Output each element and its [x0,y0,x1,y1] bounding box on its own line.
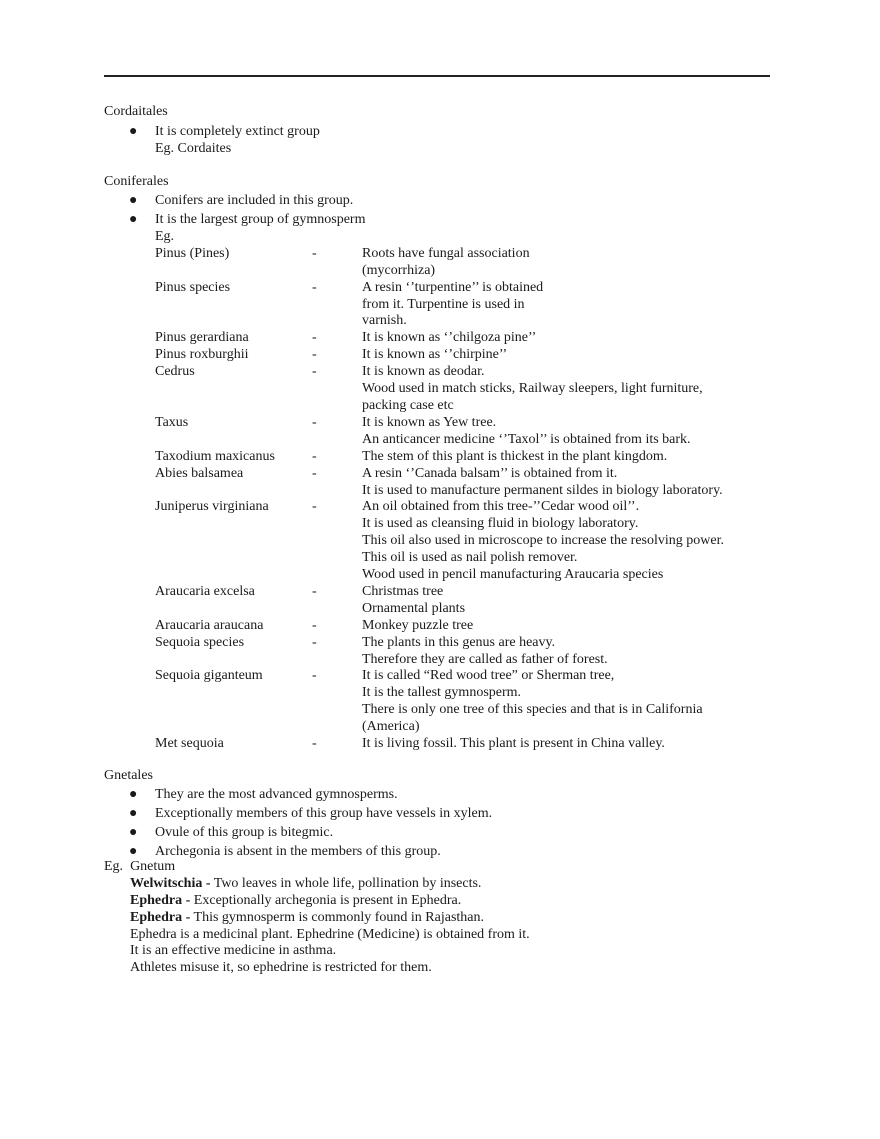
species-name [104,685,312,702]
table-row [104,466,724,483]
table-row [104,652,724,669]
note-line: It is an effective medicine in asthma. [130,943,337,959]
dash-separator: - [312,347,317,363]
species-name: Araucaria excelsa [155,583,255,599]
section-heading: Cordaitales [104,104,168,119]
species-description: Wood used in pencil manufacturing Araucaria species [362,567,664,583]
table-row [104,635,724,652]
table-row [104,567,724,584]
table-row [104,313,724,330]
dash-separator [312,313,362,330]
species-name [104,313,312,330]
dash-separator: - [312,414,317,430]
species-name: Pinus gerardiana [155,330,249,346]
note-line: Ephedra is a medicinal plant. Ephedrine (Medicine) is obtained from it. [130,926,530,942]
species-name [104,516,312,533]
species-description: It is living fossil. This plant is present in China valley. [362,736,665,752]
dash-separator [312,533,362,550]
species-description: It is called “Red wood tree” or Sherman tree, [362,668,615,684]
table-row [104,263,724,280]
bullet-icon: ● [129,192,138,208]
species-name: Met sequoia [155,736,224,752]
table-row [104,432,724,449]
example-text: Exceptionally archegonia is present in Ephedra. [190,892,462,908]
table-row [104,516,724,533]
species-description: An oil obtained from this tree-’’Cedar wood oil’’. [362,499,640,515]
species-description: It is used as cleansing fluid in biology laboratory. [362,516,639,532]
dash-separator: - [312,364,317,380]
species-name: Pinus roxburghii [155,347,249,363]
species-description: Monkey puzzle tree [362,617,474,633]
species-description: The plants in this genus are heavy. [362,634,556,650]
bullet-text: It is the largest group of gymnosperm [155,211,366,227]
bullet-item [104,210,724,229]
species-name [104,263,312,280]
dash-separator [312,398,362,415]
species-name [104,533,312,550]
bullet-item [104,842,530,861]
species-table [104,246,724,753]
table-row [104,533,724,550]
dash-separator: - [312,583,317,599]
species-name: Cedrus [155,364,195,380]
bullet-icon: ● [129,786,138,802]
species-name: Sequoia species [155,634,245,650]
species-name [104,567,312,584]
dash-separator: - [312,617,317,633]
dash-separator [312,601,362,618]
example-item [130,893,530,910]
species-description: This oil also used in microscope to increase the resolving power. [362,533,724,549]
dash-separator: - [312,668,317,684]
dash-separator [312,567,362,584]
table-row [104,364,724,381]
dash-separator [312,432,362,449]
example-item [130,910,530,927]
dash-separator: - [312,279,317,295]
table-row [104,398,724,415]
species-description: It is known as ‘’chilgoza pine’’ [362,330,537,346]
bullet-item [104,823,530,842]
example-name: Gnetum [130,858,176,874]
species-name [104,297,312,314]
bullet-text: Exceptionally members of this group have vessels in xylem. [155,805,493,821]
example-item [130,876,530,893]
species-name: Taxodium maxicanus [155,448,275,464]
species-name: Pinus species [155,279,231,295]
table-row [104,618,724,635]
example-label: Eg. [104,858,124,874]
section-cordaitales [104,104,320,158]
species-description: packing case etc [362,397,454,413]
species-description: from it. Turpentine is used in [362,296,525,312]
bullet-text: It is completely extinct group [155,123,320,139]
species-name: Pinus (Pines) [155,245,230,261]
table-row [104,601,724,618]
example-text: Two leaves in whole life, pollination by insects. [210,875,482,891]
dash-separator [312,652,362,669]
species-description: It is known as Yew tree. [362,414,497,430]
species-description: Wood used in match sticks, Railway sleepers, light furniture, [362,381,703,397]
species-description: It is known as ‘’chirpine’’ [362,347,508,363]
dash-separator: - [312,736,317,752]
table-row [104,280,724,297]
section-heading: Coniferales [104,174,169,189]
table-row [104,685,724,702]
species-description: A resin ‘’Canada balsam’’ is obtained from it. [362,465,618,481]
species-name [104,432,312,449]
table-row [104,550,724,567]
species-description: (mycorrhiza) [362,262,436,278]
species-description: A resin ‘’turpentine’’ is obtained [362,279,544,295]
table-row [104,736,724,753]
table-row [104,330,724,347]
header-rule [104,75,770,77]
bullet-text: Ovule of this group is bitegmic. [155,824,334,840]
species-name [104,601,312,618]
section-gnetales [104,768,530,977]
bullet-icon: ● [129,824,138,840]
dash-separator: - [312,465,317,481]
dash-separator [312,550,362,567]
table-row [104,347,724,364]
bullet-item [104,122,320,141]
section-heading: Gnetales [104,768,153,783]
species-name [104,381,312,398]
dash-separator: - [312,330,317,346]
species-name [104,483,312,500]
dash-separator: - [312,634,317,650]
bullet-icon: ● [129,805,138,821]
dash-separator [312,685,362,702]
species-description: This oil is used as nail polish remover. [362,550,578,566]
table-row [104,483,724,500]
dash-separator [312,516,362,533]
bullet-icon: ● [129,123,138,139]
note-line: Athletes misuse it, so ephedrine is restricted for them. [130,960,432,976]
table-row [104,584,724,601]
species-description: Therefore they are called as father of forest. [362,651,608,667]
dash-separator: - [312,245,317,261]
dash-separator [312,719,362,736]
bullet-text: They are the most advanced gymnosperms. [155,786,398,802]
species-name: Araucaria araucana [155,617,264,633]
dash-separator: - [312,448,317,464]
species-description: Christmas tree [362,583,444,599]
table-row [104,381,724,398]
species-name: Sequoia giganteum [155,668,263,684]
dash-separator [312,483,362,500]
bullet-text: Conifers are included in this group. [155,192,354,208]
species-name [104,719,312,736]
dash-separator [312,297,362,314]
table-row [104,499,724,516]
species-name [104,398,312,415]
example-name: Ephedra - [130,892,191,908]
table-row [104,719,724,736]
section-coniferales [104,174,724,753]
species-description: (America) [362,719,420,735]
table-row [104,246,724,263]
dash-separator [312,263,362,280]
example-label: Eg. [155,228,175,244]
bullet-icon: ● [129,843,138,859]
species-name: Juniperus virginiana [155,499,269,515]
table-row [104,297,724,314]
dash-separator: - [312,499,317,515]
table-row [104,449,724,466]
species-description: varnish. [362,313,407,329]
species-description: It is used to manufacture permanent sildes in biology laboratory. [362,482,723,498]
species-description: An anticancer medicine ‘’Taxol’’ is obtained from its bark. [362,431,691,447]
example-name: Welwitschia - [130,875,211,891]
dash-separator [312,381,362,398]
bullet-item [104,191,724,210]
species-description: There is only one tree of this species and that is in California [362,702,703,718]
bullet-text: Archegonia is absent in the members of this group. [155,843,441,859]
example-name: Ephedra - [130,909,191,925]
dash-separator [312,702,362,719]
species-name: Taxus [155,414,189,430]
table-row [104,415,724,432]
species-name [104,702,312,719]
bullet-item [104,785,530,804]
species-description: It is known as deodar. [362,364,485,380]
species-name [104,652,312,669]
species-description: Ornamental plants [362,600,466,616]
table-row [104,668,724,685]
bullet-icon: ● [129,211,138,227]
species-name: Abies balsamea [155,465,244,481]
species-description: It is the tallest gymnosperm. [362,685,522,701]
example-text: This gymnosperm is commonly found in Rajasthan. [190,909,485,925]
species-description: Roots have fungal association [362,245,530,261]
bullet-item [104,804,530,823]
species-name [104,550,312,567]
example-text: Eg. Cordaites [155,140,232,156]
table-row [104,702,724,719]
species-description: The stem of this plant is thickest in the plant kingdom. [362,448,668,464]
example-heading [104,859,530,876]
